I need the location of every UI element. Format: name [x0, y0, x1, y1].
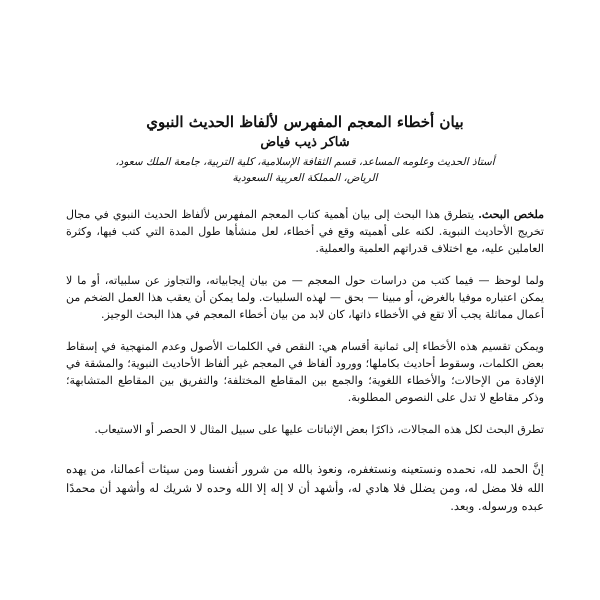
abstract-text: يتطرق هذا البحث إلى بيان أهمية كتاب المعجم المفهرس لألفاظ الحديث النبوي في مجال تخريج الأحاديث النبوية. لكنه على أهميته وقع في أخطاء، لعل منشأها طول المدة التي كتب فيها، وكثرة العاملين عليه، مع اختلاف قدراتهم العلمية والعملية. [66, 208, 544, 255]
abstract-label: ملخص البحث. [478, 208, 544, 221]
author-affiliation-line-1: أستاذ الحديث وعلومه المساعد، قسم الثقافة الإسلامية، كلية التربية، جامعة الملك سعود، [115, 156, 495, 168]
author-affiliation-line-2: الرياض، المملكة العربية السعودية [232, 172, 378, 184]
body-opening-paragraph: إنَّ الحمد لله، نحمده ونستعينه ونستغفره، ونعوذ بالله من شرور أنفسنا ومن سيئات أعمالنا، من يهده الله فلا مضل له، ومن يضلل فلا هادي له، وأشهد أن لا إله إلا الله وحده لا شريك له وأشهد أن محمدًا عبده ورسوله. وبعد. [66, 462, 544, 513]
abstract-paragraph-2: ولما لوحظ — فيما كتب من دراسات حول المعجم — من بيان إيجابياته، والتجاوز عن سلبياته، أو ما لا يمكن اعتباره موفيا بالغرض، أو مبينا — بحق — لهذه السلبيات. ولما يمكن أن يعقب هذا العمل الضخم من أعمال مماثلة يجب ألا تقع في الأخطاء ذاتها، كان لابد من بيان أخطاء المعجم في هذا البحث الوجيز. [66, 274, 544, 321]
abstract-paragraph-3: ويمكن تقسيم هذه الأخطاء إلى ثمانية أقسام هي: النقص في الكلمات الأصول وعدم المنهجية في إسقاط بعض الكلمات، وسقوط أحاديث بكاملها؛ وورود ألفاظ في المعجم غير ألفاظ الأحاديث النبوية؛ والمشقة في الإفادة من الإحالات؛ والأخطاء اللغوية؛ والجمع بين المقاطع المختلفة؛ والتفريق بين المقاطع المتشابهة؛ وذكر مقاطع لا تدل على النصوص المطلوبة. [66, 340, 544, 404]
paper-title: بيان أخطاء المعجم المفهرس لألفاظ الحديث النبوي [146, 113, 464, 131]
paper-page [66, 112, 544, 516]
abstract-paragraph-4: تطرق البحث لكل هذه المجالات، ذاكرًا بعض الإثباتات عليها على سبيل المثال لا الحصر أو الاستيعاب. [94, 423, 544, 436]
author-name: شاكر ذيب فياض [260, 135, 350, 150]
abstract-paragraph [66, 206, 544, 257]
